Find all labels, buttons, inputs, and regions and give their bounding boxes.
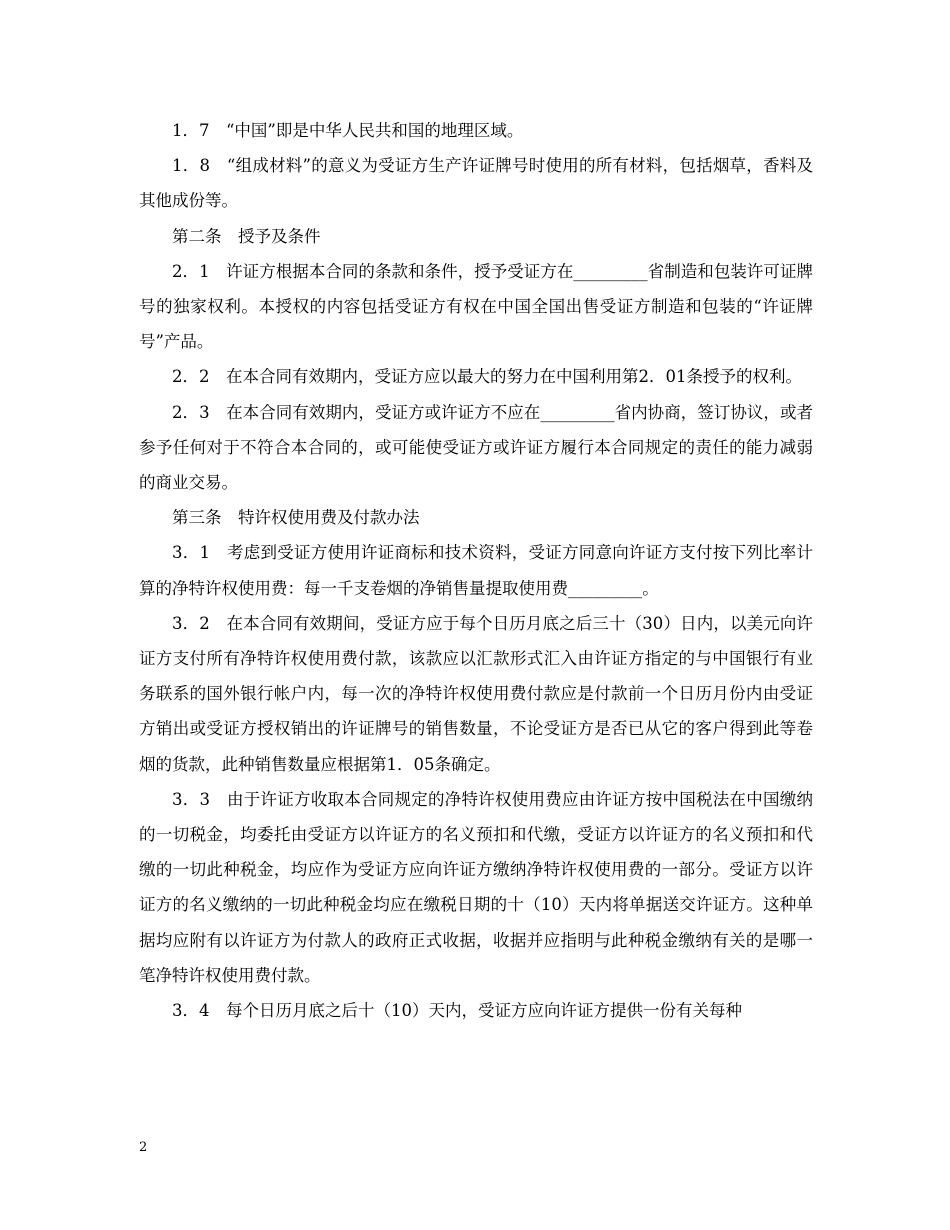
paragraph-1-8: 1．8 “组成材料”的意义为受证方生产许证牌号时使用的所有材料，包括烟草，香料及其他成份等。: [139, 156, 813, 211]
paragraph-2-1: 2．1 许证方根据本合同的条款和条件，授予受证方在_________省制造和包装许可证牌号的独家权利。本授权的内容包括受证方有权在中国全国出售受证方制造和包装的“许证牌号”产品。: [139, 261, 813, 352]
document-body: [139, 113, 813, 1028]
paragraph-1-7: 1．7 “中国”即是中华人民共和国的地理区域。: [172, 121, 524, 140]
paragraph-2-3: 2．3 在本合同有效期内，受证方或许证方不应在_________省内协商，签订协议，或者参予任何对于不符合本合同的，或可能使受证方或许证方履行本合同规定的责任的能力减弱的商业交易。: [139, 402, 813, 493]
section-heading-article-3: 第三条 特许权使用费及付款办法: [172, 508, 420, 528]
paragraph-3-1: 3．1 考虑到受证方使用许证商标和技术资料，受证方同意向许证方支付按下列比率计算的净特许权使用费：每一千支卷烟的净销售量提取使用费_________。: [139, 543, 813, 598]
paragraph-3-2: 3．2 在本合同有效期间，受证方应于每个日历月底之后三十（30）日内，以美元向许证方支付所有净特许权使用费付款，该款应以汇款形式汇入由许证方指定的与中国银行有业务联系的国外银行帐户内，每一次的净特许权使用费付款应是付款前一个日历月份内由受证方销出或受证方授权销出的许证牌号的销售数量，不论受证方是否已从它的客户得到此等卷烟的货款，此种销售数量应根据第1．05条确定。: [139, 613, 813, 774]
section-heading-article-2: 第二条 授予及条件: [172, 226, 321, 246]
paragraph-3-3: 3．3 由于许证方收取本合同规定的净特许权使用费应由许证方按中国税法在中国缴纳的一切税金，均委托由受证方以许证方的名义预扣和代缴，受证方以许证方的名义预扣和代缴的一切此种税金，均应作为受证方应向许证方缴纳净特许权使用费的一部分。受证方以许证方的名义缴纳的一切此种税金均应在缴税日期的十（10）天内将单据送交许证方。这种单据均应附有以许证方为付款人的政府正式收据，收据并应指明与此种税金缴纳有关的是哪一笔净特许权使用费付款。: [139, 789, 813, 985]
paragraph-3-4: 3．4 每个日历月底之后十（10）天内，受证方应向许证方提供一份有关每种: [172, 1001, 742, 1021]
page-number: 2: [139, 1140, 148, 1155]
paragraph-2-2: 2．2 在本合同有效期内，受证方应以最大的努力在中国利用第2．01条授予的权利。: [172, 367, 802, 387]
